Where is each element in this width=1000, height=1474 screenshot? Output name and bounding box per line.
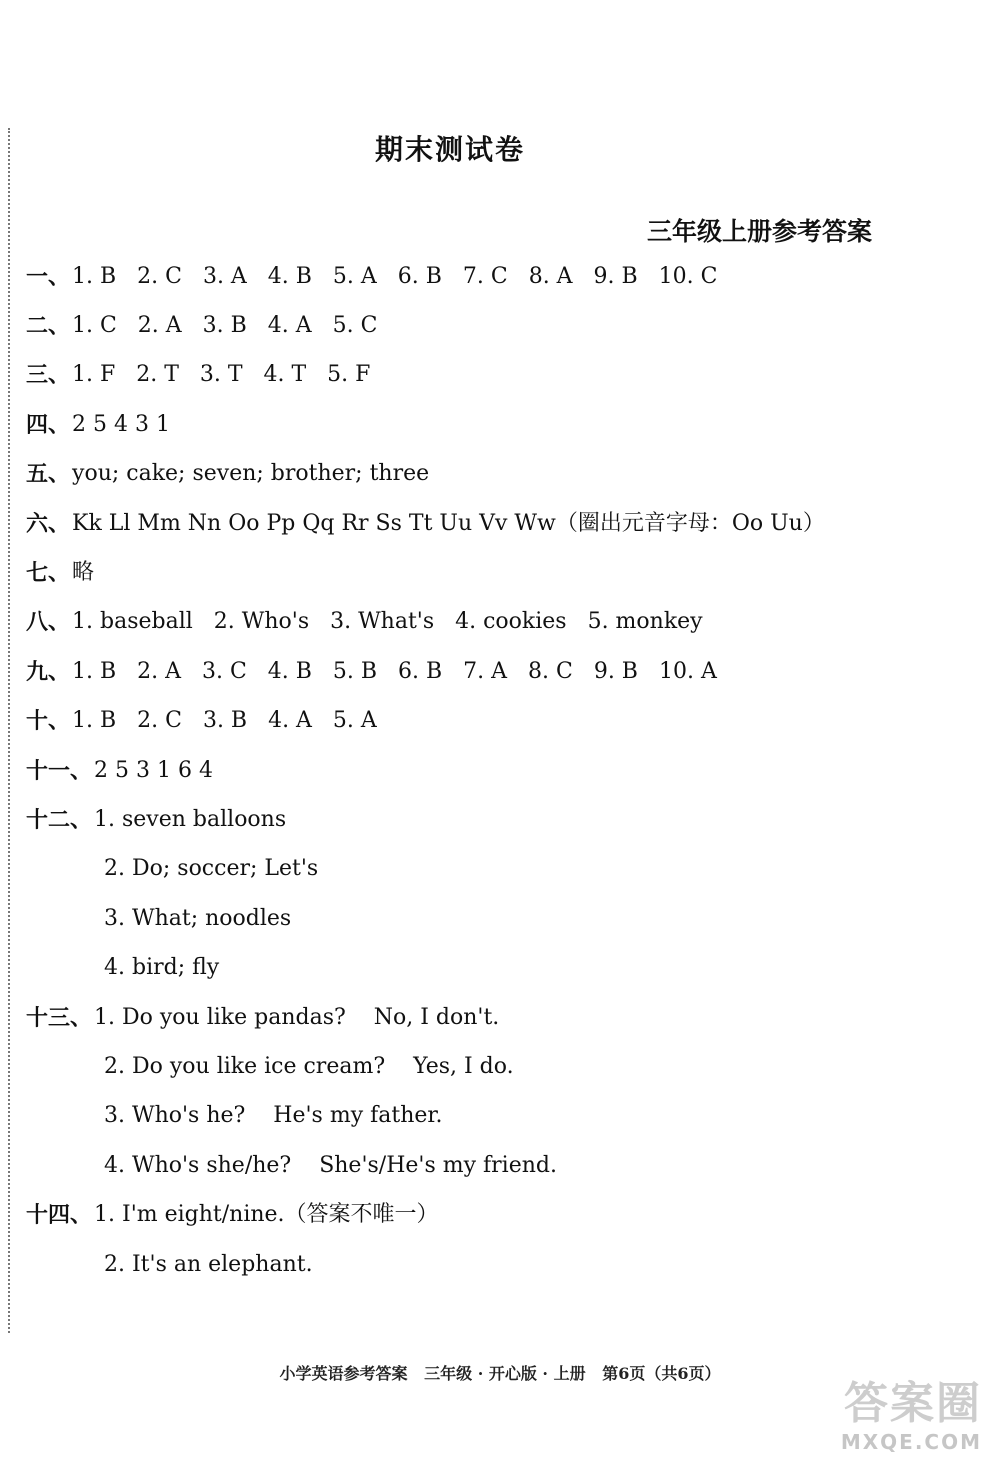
answer-row	[26, 746, 986, 795]
answer-row	[26, 1092, 986, 1141]
section-label: 十二、	[26, 806, 93, 833]
answer-row	[26, 548, 986, 597]
answer-row	[26, 1042, 986, 1091]
answer-row	[26, 252, 986, 301]
page-title: 期末测试卷	[374, 133, 525, 166]
section-label: 五、	[26, 461, 71, 488]
answer-row	[26, 1190, 986, 1239]
answer-text: 2 5 3 1 6 4	[94, 757, 213, 783]
section-label: 四、	[26, 411, 71, 438]
answer-row	[26, 400, 986, 449]
answer-text: 1. seven balloons	[94, 806, 287, 832]
answer-row	[26, 499, 986, 548]
watermark-logo	[782, 1378, 982, 1462]
answer-text: 1. Do you like pandas? No, I don't.	[94, 1004, 500, 1030]
answer-row	[26, 894, 986, 943]
answer-text: 4. bird; fly	[104, 955, 220, 981]
answer-text: 2. Do you like ice cream? Yes, I do.	[104, 1053, 514, 1079]
answer-text: 1. C 2. A 3. B 4. A 5. C	[72, 313, 378, 339]
section-label: 九、	[26, 658, 71, 685]
section-label: 六、	[26, 510, 71, 537]
answer-row	[26, 647, 986, 696]
section-label: 十四、	[26, 1202, 93, 1229]
watermark-top-text: 答案圈	[844, 1378, 982, 1429]
section-label: 八、	[26, 609, 71, 636]
answer-text: 1. B 2. C 3. B 4. A 5. A	[72, 708, 377, 734]
section-label: 十、	[26, 708, 71, 735]
answer-row	[26, 1240, 986, 1289]
answer-text: 3. Who's he? He's my father.	[104, 1103, 443, 1129]
answer-text: you; cake; seven; brother; three	[72, 461, 430, 487]
answer-text: 3. What; noodles	[104, 905, 292, 931]
answer-text: 略	[72, 560, 95, 586]
page-footer: 小学英语参考答案 三年级 · 开心版 · 上册 第6页（共6页）	[279, 1364, 721, 1383]
answer-text: 2. It's an elephant.	[104, 1251, 313, 1277]
binding-dotted-line	[8, 128, 10, 1333]
answer-row	[26, 1141, 986, 1190]
answer-text: 1. I'm eight/nine.（答案不唯一）	[94, 1202, 439, 1228]
page-subtitle: 三年级上册参考答案	[646, 217, 872, 246]
answer-row	[26, 795, 986, 844]
answer-text: 2 5 4 3 1	[72, 411, 170, 437]
answer-row	[26, 993, 986, 1042]
section-label: 二、	[26, 313, 71, 340]
section-label: 十三、	[26, 1004, 93, 1031]
section-label: 七、	[26, 560, 71, 587]
answer-row	[26, 943, 986, 992]
answer-text: 1. B 2. C 3. A 4. B 5. A 6. B 7. C 8. A 9. B 10. C	[72, 263, 718, 289]
answer-text: 2. Do; soccer; Let's	[104, 856, 319, 882]
answer-text: Kk Ll Mm Nn Oo Pp Qq Rr Ss Tt Uu Vv Ww（圈出元音字母：Oo Uu）	[72, 510, 825, 536]
answer-row	[26, 351, 986, 400]
answer-text: 1. F 2. T 3. T 4. T 5. F	[72, 362, 371, 388]
watermark-bottom-text: MXQE.COM	[840, 1430, 982, 1454]
answer-text: 1. baseball 2. Who's 3. What's 4. cookies 5. monkey	[72, 609, 703, 635]
answer-row	[26, 598, 986, 647]
section-label: 十一、	[26, 757, 93, 784]
answer-row	[26, 450, 986, 499]
answer-list	[26, 252, 986, 1289]
answer-text: 4. Who's she/he? She's/He's my friend.	[104, 1152, 557, 1178]
section-label: 三、	[26, 362, 71, 389]
answer-text: 1. B 2. A 3. C 4. B 5. B 6. B 7. A 8. C 9. B 10. A	[72, 658, 717, 684]
answer-row	[26, 697, 986, 746]
answer-row	[26, 845, 986, 894]
answer-row	[26, 301, 986, 350]
section-label: 一、	[26, 263, 71, 290]
